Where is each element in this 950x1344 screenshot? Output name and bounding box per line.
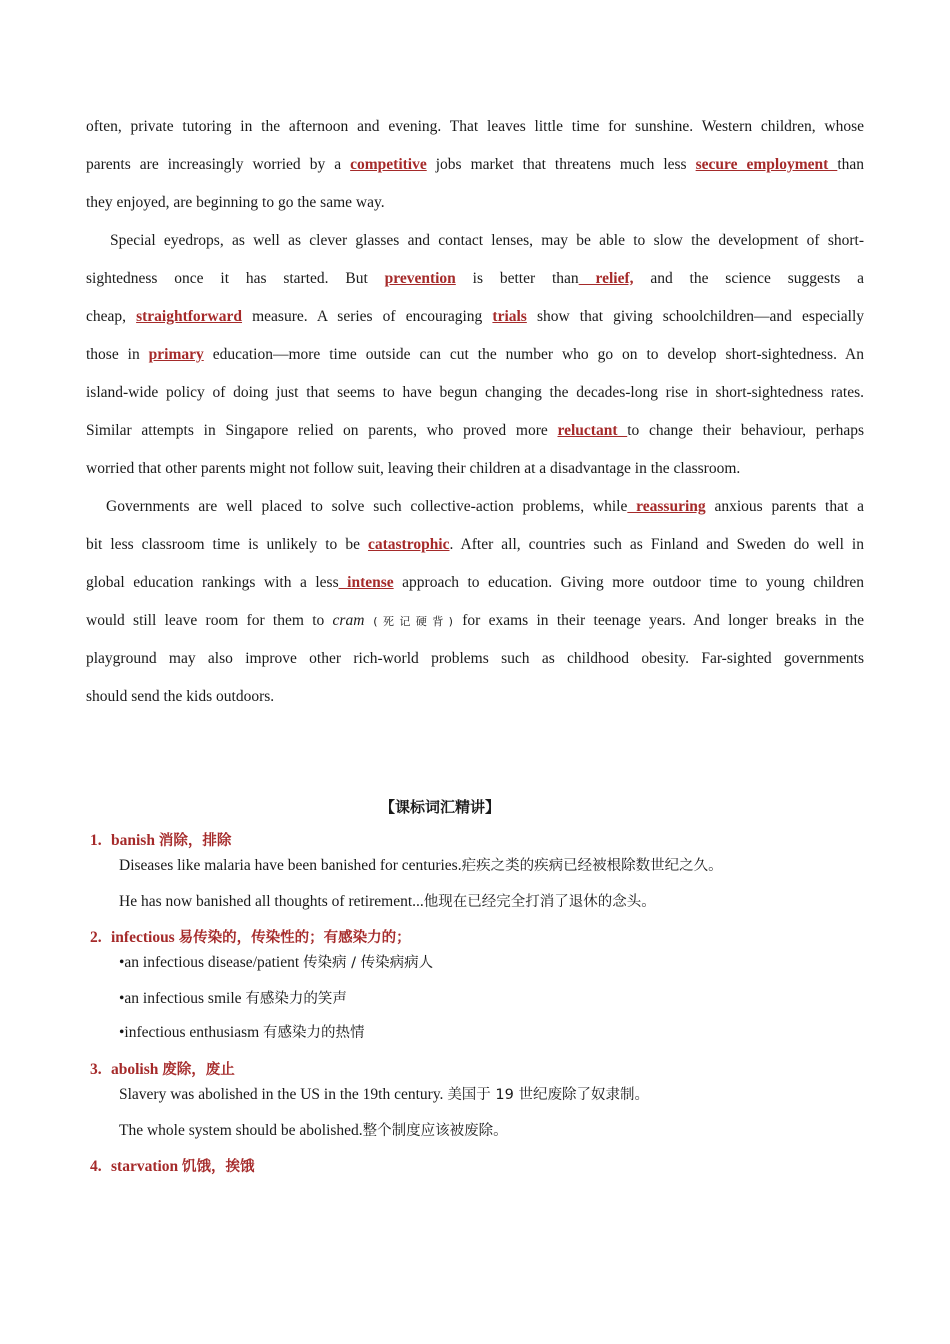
keyword-highlight: catastrophic xyxy=(367,536,450,553)
vocab-word: banish xyxy=(111,832,155,849)
example-english: Slavery was abolished in the US in the 19th century. xyxy=(119,1086,448,1103)
keyword-highlight: primary xyxy=(148,346,204,363)
example-english: •infectious enthusiasm xyxy=(119,1024,264,1041)
example-english: Diseases like malaria have been banished for centuries. xyxy=(119,857,462,874)
example-chinese: 美国于 19 世纪废除了奴隶制。 xyxy=(447,1087,649,1103)
passage-text: sightedness once it has started. But xyxy=(86,270,385,287)
passage-text: education—more time outside can cut the number who go on to develop short-sightedness. An xyxy=(203,346,864,363)
passage-text: show that giving schoolchildren—and especially xyxy=(526,308,865,325)
passage-line xyxy=(86,526,864,564)
vocab-entry xyxy=(90,926,870,1054)
passage-line xyxy=(86,412,864,450)
passage-text: and the science suggests a xyxy=(633,270,864,287)
passage-text: measure. A series of encouraging xyxy=(242,308,493,325)
passage-line xyxy=(86,108,864,146)
passage-text: island-wide policy of doing just that seems to have begun changing the decades-long rise in short-sightedness rates. xyxy=(86,384,864,401)
vocab-meaning: 易传染的，传染性的；有感染力的； xyxy=(178,930,411,946)
passage-text: for exams in their teenage years. And longer breaks in the xyxy=(453,612,864,629)
chinese-gloss: (死记硬背) xyxy=(364,615,454,628)
keyword-highlight: reluctant xyxy=(557,422,628,439)
example-sentence xyxy=(90,986,870,1020)
example-chinese: 有感染力的笑声 xyxy=(245,991,347,1007)
vocab-meaning: 消除，排除 xyxy=(158,833,232,849)
example-sentence xyxy=(90,1118,870,1152)
example-chinese: 有感染力的热情 xyxy=(263,1025,365,1041)
passage-text: . After all, countries such as Finland and Sweden do well in xyxy=(449,536,864,553)
passage-line xyxy=(86,640,864,678)
vocab-word: infectious xyxy=(111,929,175,946)
passage-text: global education rankings with a less xyxy=(86,574,339,591)
passage-text: would still leave room for them to xyxy=(86,612,333,629)
passage-text: they enjoyed, are beginning to go the same way. xyxy=(86,194,385,211)
passage-text: Similar attempts in Singapore relied on parents, who proved more xyxy=(86,422,558,439)
vocab-number: 1. xyxy=(90,832,102,849)
keyword-highlight: straightforward xyxy=(136,308,243,325)
passage-text: cheap, xyxy=(86,308,137,325)
passage-text: jobs market that threatens much less xyxy=(426,156,696,173)
passage-text: often, private tutoring in the afternoon and evening. That leaves little time for sunshine. Western children, whose xyxy=(86,118,864,135)
passage-text: bit less classroom time is unlikely to be xyxy=(86,536,368,553)
example-sentence xyxy=(90,889,870,923)
passage-line xyxy=(86,184,864,222)
vocab-number: 4. xyxy=(90,1158,102,1175)
example-english: •an infectious disease/patient xyxy=(119,954,304,971)
italic-word: cram xyxy=(332,612,365,629)
passage-text: playground may also improve other rich-world problems such as childhood obesity. Far-sighted governments xyxy=(86,650,864,667)
example-chinese: 疟疾之类的疾病已经被根除数世纪之久。 xyxy=(461,858,723,874)
passage-text: Governments are well placed to solve such collective-action problems, while xyxy=(106,498,628,515)
keyword-highlight: reassuring xyxy=(627,498,706,515)
passage-line xyxy=(86,488,864,526)
keyword-highlight: competitive xyxy=(350,156,427,173)
passage-line xyxy=(86,222,864,260)
vocab-heading xyxy=(90,1058,870,1082)
example-chinese: 整个制度应该被废除。 xyxy=(362,1123,508,1139)
passage-text: to change their behaviour, perhaps xyxy=(627,422,864,439)
vocab-word: abolish xyxy=(111,1061,159,1078)
passage-line xyxy=(86,260,864,298)
keyword-highlight: prevention xyxy=(384,270,456,287)
vocab-entry xyxy=(90,1058,870,1152)
vocab-meaning: 饥饿，挨饿 xyxy=(182,1159,255,1175)
example-sentence xyxy=(90,950,870,986)
vocab-number: 2. xyxy=(90,929,102,946)
example-english: He has now banished all thoughts of retirement... xyxy=(119,893,424,910)
keyword-highlight: intense xyxy=(338,574,394,591)
passage-text: should send the kids outdoors. xyxy=(86,688,275,705)
reading-passage xyxy=(86,108,864,716)
passage-line xyxy=(86,336,864,374)
passage-text: anxious parents that a xyxy=(705,498,864,515)
keyword-highlight: relief, xyxy=(578,270,634,287)
vocab-number: 3. xyxy=(90,1061,102,1078)
passage-line xyxy=(86,298,864,336)
vocab-word: starvation xyxy=(111,1158,179,1175)
passage-line xyxy=(86,678,864,716)
vocab-entry xyxy=(90,829,870,923)
example-sentence xyxy=(90,1020,870,1054)
example-chinese: 他现在已经完全打消了退休的念头。 xyxy=(423,894,656,910)
passage-text: those in xyxy=(86,346,149,363)
vocab-heading xyxy=(90,829,870,853)
keyword-highlight: trials xyxy=(492,308,527,325)
vocab-entry xyxy=(90,1155,870,1179)
passage-line xyxy=(86,146,864,184)
example-chinese: 传染病 / 传染病病人 xyxy=(303,955,434,971)
example-sentence xyxy=(90,1082,870,1118)
passage-line xyxy=(86,374,864,412)
passage-text: worried that other parents might not follow suit, leaving their children at a disadvantage in the classroom. xyxy=(86,460,741,477)
passage-text: approach to education. Giving more outdoor time to young children xyxy=(393,574,865,591)
vocab-meaning: 废除，废止 xyxy=(162,1062,235,1078)
vocab-heading xyxy=(90,926,870,950)
keyword-highlight: secure employment xyxy=(695,156,838,173)
example-english: •an infectious smile xyxy=(119,990,246,1007)
passage-line xyxy=(86,564,864,602)
passage-text: than xyxy=(837,156,865,173)
passage-text: parents are increasingly worried by a xyxy=(86,156,351,173)
vocab-heading xyxy=(90,1155,870,1179)
example-english: The whole system should be abolished. xyxy=(119,1122,363,1139)
example-sentence xyxy=(90,853,870,889)
passage-text: Special eyedrops, as well as clever glasses and contact lenses, may be able to slow the development of short- xyxy=(110,232,864,249)
passage-text: is better than xyxy=(455,270,579,287)
section-title: 【课标词汇精讲】 xyxy=(379,798,500,816)
passage-line xyxy=(86,602,864,640)
passage-line xyxy=(86,450,864,488)
